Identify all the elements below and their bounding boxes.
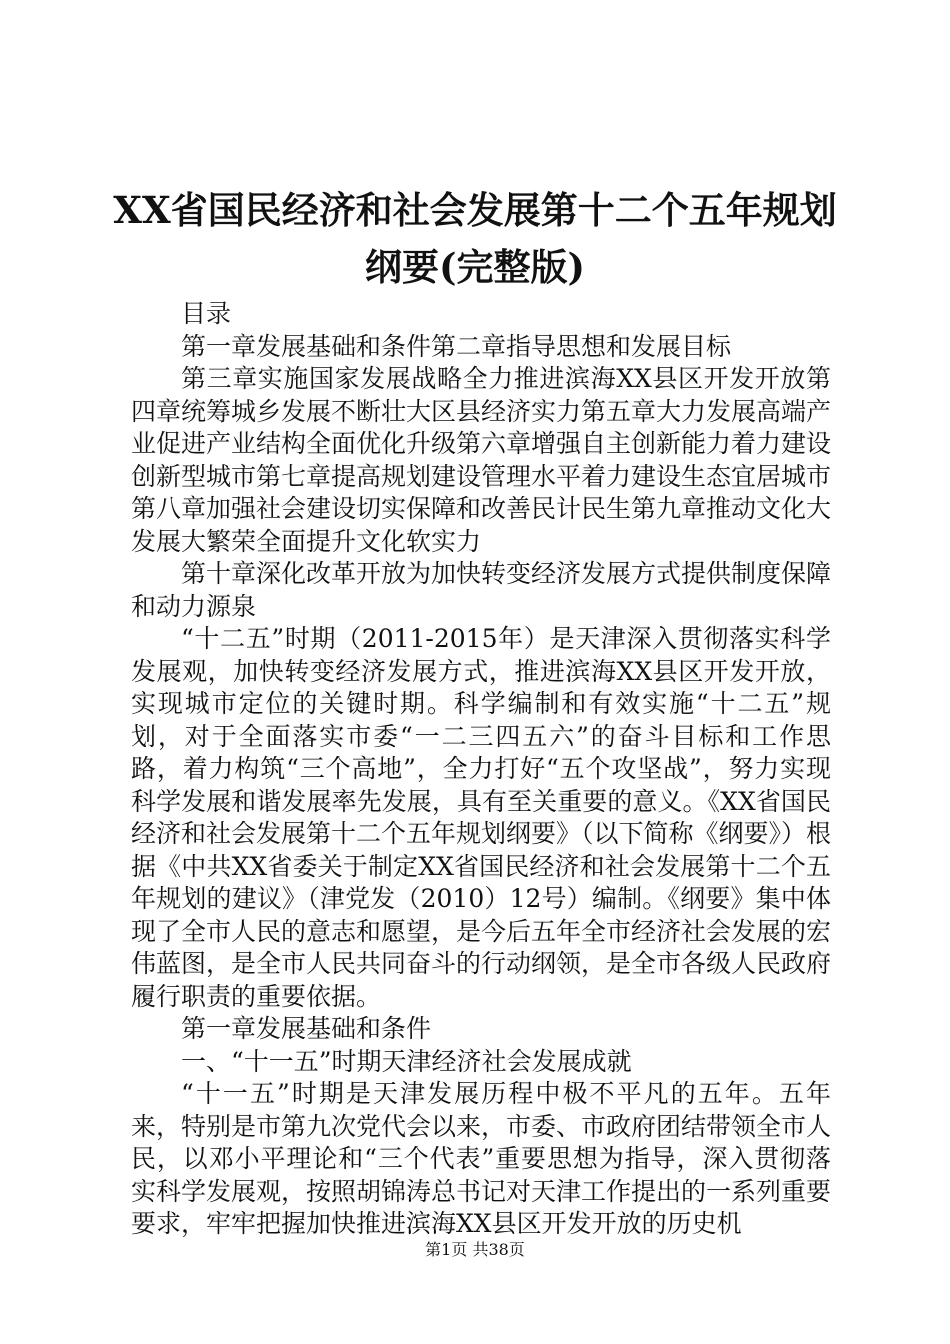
chapter-1-heading: 第一章发展基础和条件	[181, 1014, 432, 1043]
section-1-heading: 一、“十一五”时期天津经济社会发展成就	[181, 1046, 632, 1076]
document-title-line-1: XX省国民经济和社会发展第十二个五年规划	[113, 188, 837, 232]
toc-heading: 目录	[181, 299, 232, 328]
toc-chapters-1-2: 第一章发展基础和条件第二章指导思想和发展目标	[181, 331, 732, 361]
toc-chapters-3-9: 第三章实施国家发展战略全力推进滨海XX县区开发开放第四章统筹城乡发展不断壮大区县经济实力第五章大力发展高端产业促进产业结构全面优化升级第六章增强自主创新能力着力建设创新型城市第七章提高规划建设管理水平着力建设生态宜居城市第八章加强社会建设切实保障和改善民计民生第九章推动文化大发展大繁荣全面提升文化软实力	[131, 364, 832, 556]
document-title-line-2: 纲要(完整版)	[364, 245, 585, 289]
toc-chapter-10: 第十章深化改革开放为加快转变经济发展方式提供制度保障和动力源泉	[131, 559, 832, 621]
intro-paragraph: “十二五”时期（2011-2015年）是天津深入贯彻落实科学发展观，加快转变经济发展方式，推进滨海XX县区开发开放，实现城市定位的关键时期。科学编制和有效实施“十二五”规划，对于全面落实市委“一二三四五六”的奋斗目标和工作思路，着力构筑“三个高地”，全力打好“五个攻坚战”，努力实现科学发展和谐发展率先发展，具有至关重要的意义。《XX省国民经济和社会发展第十二个五年规划纲要》（以下简称《纲要》）根据《中共XX省委关于制定XX省国民经济和社会发展第十二个五年规划的建议》（津党发（2010）12号）编制。《纲要》集中体现了全市人民的意志和愿望，是今后五年全市经济社会发展的宏伟蓝图，是全市人民共同奋斗的行动纲领，是全市各级人民政府履行职责的重要依据。	[131, 624, 832, 1011]
document-body	[131, 298, 831, 1241]
section-1-paragraph: “十一五”时期是天津发展历程中极不平凡的五年。五年来，特别是市第九次党代会以来，市委、市政府团结带领全市人民，以邓小平理论和“三个代表”重要思想为指导，深入贯彻落实科学发展观，按照胡锦涛总书记对天津工作提出的一系列重要要求，牢牢把握加快推进滨海XX县区开发开放的历史机	[131, 1079, 832, 1238]
page-number-footer: 第1页 共38页	[425, 1240, 525, 1259]
